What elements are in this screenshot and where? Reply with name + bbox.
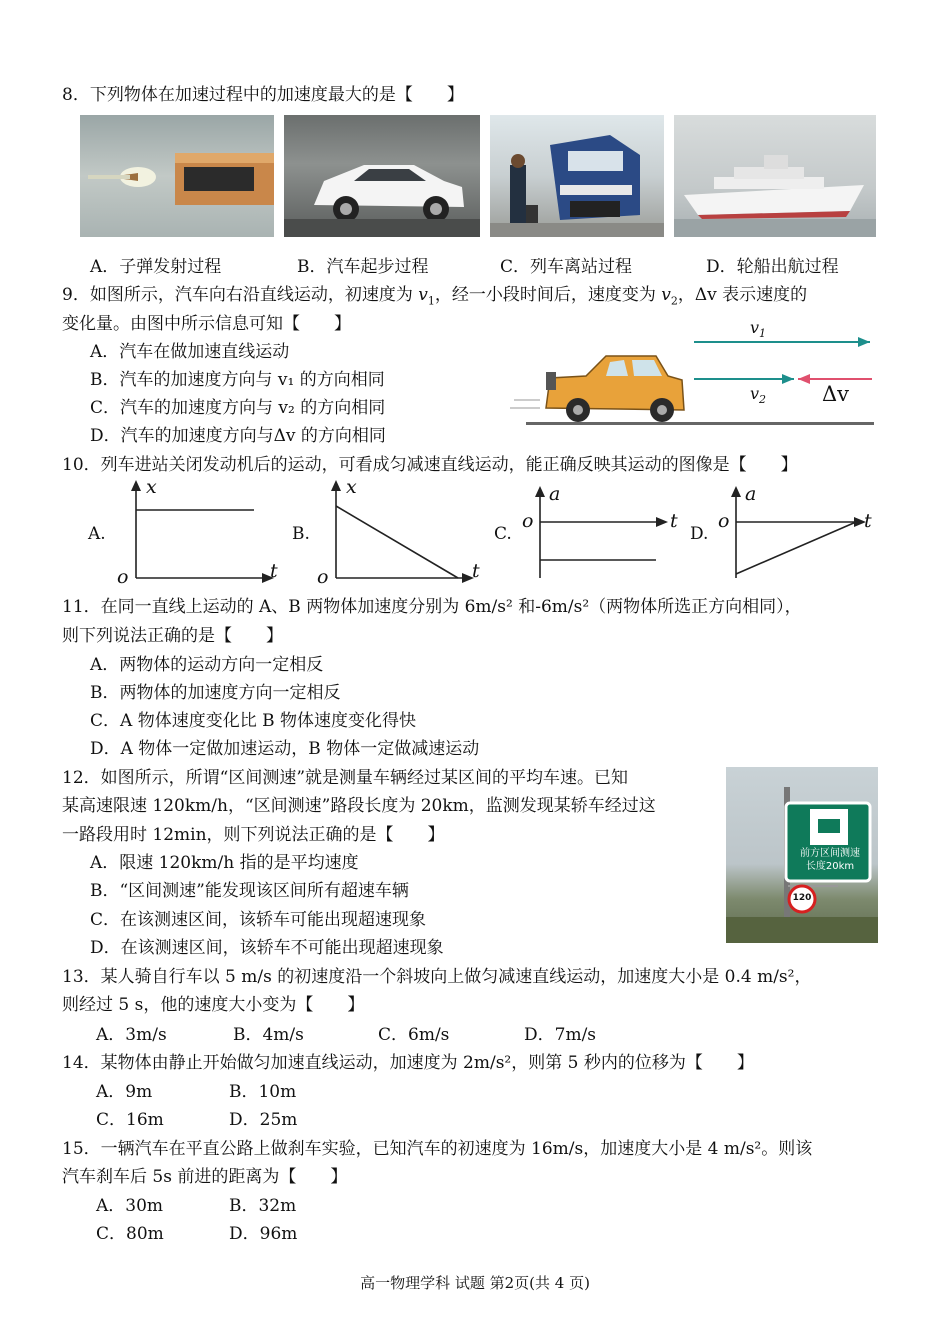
car-image <box>284 115 480 237</box>
train-image <box>490 115 664 237</box>
q11-option-c: C．A 物体速度变化比 B 物体速度变化得快 <box>90 711 416 731</box>
q15-stem-line1: 15．一辆汽车在平直公路上做刹车实验，已知汽车的初速度为 16m/s，加速度大小是 4 m/s²。则该 <box>62 1139 813 1159</box>
q12-option-a: A．限速 120km/h 指的是平均速度 <box>90 853 359 873</box>
q10-graph-a-yaxis: x <box>146 476 157 498</box>
ship-photo <box>674 115 876 237</box>
q10-graph-a-origin: o <box>117 566 129 588</box>
q12-stem-line1: 12．如图所示，所谓“区间测速”就是测量车辆经过某区间的平均车速。已知 <box>62 768 629 788</box>
q9-fig-v1-sub: 1 <box>759 327 767 341</box>
q9-stem-post: ，Δv 表示速度的 <box>677 285 808 305</box>
q9-fig-v1-symbol: v <box>750 318 760 337</box>
ship-image <box>674 115 876 237</box>
q12-option-c: C．在该测速区间，该轿车可能出现超速现象 <box>90 910 427 930</box>
q14-option-a: A．9m <box>96 1082 153 1102</box>
q9-v2-symbol: v <box>661 285 671 305</box>
q8-option-a: A．子弹发射过程 <box>90 257 222 277</box>
q10-graph-d-xaxis: t <box>864 510 872 532</box>
q13-stem-line1: 13．某人骑自行车以 5 m/s 的初速度沿一个斜坡向上做匀减速直线运动，加速度大小是 0.4 m/s²， <box>62 967 812 987</box>
q10-graph-c <box>520 482 690 582</box>
q14-option-b: B．10m <box>229 1082 297 1102</box>
q9-v2-sub: 2 <box>670 294 678 308</box>
q10-graph-c-origin: o <box>522 510 534 532</box>
q10-graph-c-letter: C. <box>494 524 512 544</box>
q9-fig-v2-symbol: v <box>750 384 760 403</box>
q15-option-c: C．80m <box>96 1224 164 1244</box>
q10-graph-c-yaxis: a <box>549 483 561 505</box>
q10-graph-b <box>312 476 492 588</box>
q10-graph-d-yaxis: a <box>745 483 757 505</box>
q8-option-c: C．列车离站过程 <box>500 257 633 277</box>
q11-stem-line1: 11．在同一直线上运动的 A、B 两物体加速度分别为 6m/s² 和-6m/s²（两物体所选正方向相同）， <box>62 597 802 617</box>
q9-v1-sub: 1 <box>427 294 435 308</box>
q13-option-b: B．4m/s <box>233 1025 304 1045</box>
q10-graph-c-xaxis: t <box>670 510 678 532</box>
q13-option-d: D．7m/s <box>524 1025 597 1045</box>
q15-stem-line2: 汽车刹车后 5s 前进的距离为【 】 <box>62 1167 348 1187</box>
q10-graph-d-origin: o <box>718 510 730 532</box>
q9-option-d: D．汽车的加速度方向与Δv 的方向相同 <box>90 426 386 446</box>
q9-stem-line1 <box>62 280 807 307</box>
q10-graph-b-origin: o <box>317 566 329 588</box>
q15-option-a: A．30m <box>96 1196 164 1216</box>
sign-text-line1: 前方区间测速 <box>800 848 860 859</box>
q9-stem-line2: 变化量。由图中所示信息可知【 】 <box>62 314 351 334</box>
sign-text-line2: 长度20km <box>805 861 855 872</box>
q9-fig-v1-label <box>750 318 766 340</box>
sign-speed-limit: 120 <box>792 893 812 903</box>
q12-stem-line2: 某高速限速 120km/h，“区间测速”路段长度为 20km，监测发现某轿车经过这 <box>62 796 656 816</box>
q10-graph-d <box>716 482 886 582</box>
q12-stem-line3: 一路段用时 12min，则下列说法正确的是【 】 <box>62 825 445 845</box>
q9-stem-pre: 9．如图所示，汽车向右沿直线运动，初速度为 <box>62 285 419 305</box>
q9-fig-v2-sub: 2 <box>759 393 767 407</box>
q15-option-d: D．96m <box>229 1224 298 1244</box>
bullet-image <box>80 115 274 237</box>
q13-stem-line2: 则经过 5 s，他的速度大小变为【 】 <box>62 995 365 1015</box>
q10-graph-b-xaxis: t <box>472 560 480 582</box>
speed-camera-sign-photo <box>726 767 878 943</box>
q12-option-b: B．“区间测速”能发现该区间所有超速车辆 <box>90 881 409 901</box>
q11-option-b: B．两物体的加速度方向一定相反 <box>90 683 341 703</box>
page-footer: 高一物理学科 试题 第2页(共 4 页) <box>360 1274 590 1292</box>
q11-option-d: D．A 物体一定做加速运动，B 物体一定做减速运动 <box>90 739 480 759</box>
sign-text <box>792 847 868 873</box>
q10-graph-b-yaxis: x <box>346 476 357 498</box>
q13-option-c: C．6m/s <box>378 1025 450 1045</box>
q10-graph-d-letter: D. <box>690 524 709 544</box>
q11-stem-line2: 则下列说法正确的是【 】 <box>62 626 283 646</box>
q13-option-a: A．3m/s <box>96 1025 167 1045</box>
q8-option-d: D．轮船出航过程 <box>706 257 839 277</box>
q9-v1-symbol: v <box>418 285 428 305</box>
q12-option-d: D．在该测速区间，该轿车不可能出现超速现象 <box>90 938 444 958</box>
q9-stem-mid: ，经一小段时间后，速度变为 <box>434 285 662 305</box>
q14-option-d: D．25m <box>229 1110 298 1130</box>
train-photo <box>490 115 664 237</box>
bullet-photo <box>80 115 274 237</box>
q10-graph-b-letter: B. <box>292 524 310 544</box>
q9-figure <box>506 318 886 436</box>
q9-option-c: C．汽车的加速度方向与 v₂ 的方向相同 <box>90 398 386 418</box>
q9-fig-dv-label: Δv <box>822 382 850 406</box>
q10-graph-a <box>112 476 292 588</box>
q9-option-a: A．汽车在做加速直线运动 <box>90 342 290 362</box>
q10-stem: 10．列车进站关闭发动机后的运动，可看成匀减速直线运动，能正确反映其运动的图像是【 】 <box>62 455 798 475</box>
q8-option-b: B．汽车起步过程 <box>297 257 429 277</box>
q15-option-b: B．32m <box>229 1196 297 1216</box>
q9-option-b: B．汽车的加速度方向与 v₁ 的方向相同 <box>90 370 385 390</box>
car-photo <box>284 115 480 237</box>
q10-graph-a-letter: A. <box>88 524 106 544</box>
q8-stem: 8．下列物体在加速过程中的加速度最大的是【 】 <box>62 85 464 105</box>
q14-stem: 14．某物体由静止开始做匀加速直线运动，加速度为 2m/s²，则第 5 秒内的位移为【 】 <box>62 1053 754 1073</box>
q10-graph-a-xaxis: t <box>270 560 278 582</box>
q14-option-c: C．16m <box>96 1110 164 1130</box>
q9-fig-v2-label <box>750 384 766 406</box>
q11-option-a: A．两物体的运动方向一定相反 <box>90 655 324 675</box>
